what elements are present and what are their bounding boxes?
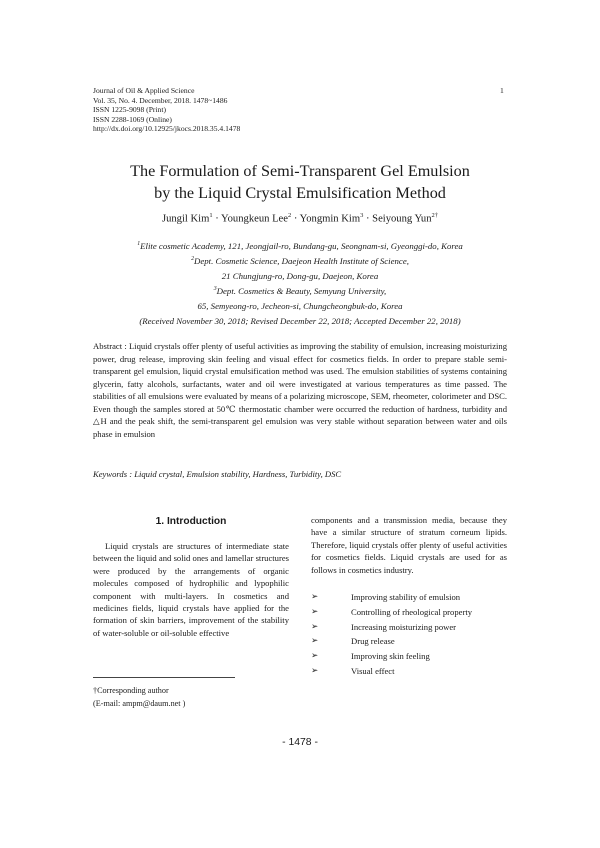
journal-name: Journal of Oil & Applied Science bbox=[93, 86, 195, 95]
footer-page-number: - 1478 - bbox=[282, 737, 318, 748]
author-separator: · bbox=[291, 213, 300, 225]
affiliation-text: 21 Chungjung-ro, Dong-gu, Daejeon, Korea bbox=[221, 270, 379, 281]
list-item bbox=[311, 664, 507, 679]
issn-print: ISSN 1225-9098 (Print) bbox=[93, 105, 166, 115]
abstract-label: Abstract bbox=[93, 341, 123, 351]
arrow-bullet-icon: ➢ bbox=[311, 606, 319, 617]
affiliation-text: Elite cosmetic Academy, 121, Jeongjail-ro, Bundang-gu, Seongnam-si, Gyeonggi-do, Korea bbox=[140, 240, 463, 251]
affiliation-mark: 1 bbox=[137, 241, 141, 247]
author-name: Seiyoung Yun bbox=[372, 213, 432, 225]
affiliation-mark: 3 bbox=[213, 285, 217, 292]
issn-online: ISSN 2288-1069 (Online) bbox=[93, 114, 172, 124]
received-dates bbox=[60, 313, 540, 328]
list-item bbox=[311, 634, 507, 649]
author-name: Jungil Kim bbox=[161, 213, 210, 225]
abstract-text: Liquid crystals offer plenty of useful activities as improving the stability of emulsion, increasing moisturizing power, drug release, improving skin feeling and visual effect for cosmetics fields. In order to prepare stable semi-transparent gel emulsion, liquid crystal emulsification method was used. The emulsion stabilities of systems containing glycerin, fatty alcohols, surfactants, water and oil were investigated at various temperatures as time passed. The stabilities of all emulsions were evaluated by means of a polarizing microscope, SEM, rheometer, colorimeter and DSC. Even though the samples stored at 50℃ thermostatic chamber were occurred the reduction of hardness, turbidity and △H and the peak shift, the semi-transparent gel emulsion was very stable without separation between water and oils phase in emulsion bbox=[93, 341, 507, 439]
author-separator: · bbox=[363, 213, 373, 225]
footnote bbox=[93, 684, 185, 711]
abstract-separator: : bbox=[122, 341, 129, 351]
arrow-bullet-icon: ➢ bbox=[311, 592, 319, 603]
affiliation-text: 65, Semyeong-ro, Jecheon-si, Chungcheongbuk-do, Korea bbox=[197, 300, 403, 311]
list-item-text: Improving stability of emulsion bbox=[351, 592, 461, 603]
affiliation-text: Dept. Cosmetic Science, Daejeon Health Institute of Science, bbox=[193, 255, 409, 266]
affiliation-mark: 2 bbox=[191, 255, 194, 262]
volume-line: Vol. 35, No. 4. December, 2018. 1478~1486 bbox=[93, 95, 228, 105]
list-item bbox=[311, 649, 507, 664]
section-heading-introduction: 1. Introduction bbox=[155, 516, 227, 527]
affiliation-line bbox=[60, 283, 540, 298]
affiliation-line bbox=[60, 238, 540, 253]
author-affiliation-mark: 2† bbox=[431, 212, 439, 219]
list-item-text: Improving skin feeling bbox=[351, 651, 430, 662]
arrow-bullet-icon: ➢ bbox=[311, 621, 319, 632]
arrow-bullet-icon: ➢ bbox=[311, 651, 319, 662]
footnote-divider bbox=[93, 677, 235, 678]
author-affiliation-mark: 1 bbox=[209, 212, 213, 219]
title-line-1: The Formulation of Semi-Transparent Gel Emulsion bbox=[130, 162, 470, 180]
intro-paragraph: Liquid crystals are structures of intermediate state between the liquid and solid ones and lamellar structures were produced by the arrangements of organic molecules composed of hydrophilic and lypophilic component with multi-layers. In cosmetics and medicines fields, liquid crystals have applied for the formation of skin barriers, improvement of the stability of water-soluble or oil-soluble effective bbox=[93, 541, 289, 638]
doi-link[interactable]: http://dx.doi.org/10.12925/jkocs.2018.35.4.1478 bbox=[93, 124, 241, 134]
corresponding-author: †Corresponding author bbox=[93, 686, 169, 695]
author-email: (E-mail: ampm@daum.net ) bbox=[93, 699, 186, 709]
author-affiliation-mark: 2 bbox=[287, 212, 292, 219]
affiliation-text: Dept. Cosmetics & Beauty, Semyung University, bbox=[216, 285, 387, 296]
list-item-text: Increasing moisturizing power bbox=[351, 621, 457, 632]
affiliation-line bbox=[60, 253, 540, 268]
paper-title bbox=[60, 160, 540, 204]
header-page-number: 1 bbox=[500, 86, 504, 95]
intro-continuation: components and a transmission media, because they have a similar structure of stratum corneum lipids. Therefore, liquid crystals offer plenty of useful activities for cosmetics fields. Liquid crystals are used for as follows in cosmetics industry. bbox=[311, 515, 507, 575]
list-item-text: Drug release bbox=[351, 636, 395, 647]
author-affiliation-mark: 3 bbox=[360, 212, 364, 219]
affiliations bbox=[60, 238, 540, 328]
list-item-text: Visual effect bbox=[351, 666, 395, 677]
list-item bbox=[311, 620, 507, 635]
author-name: Yongmin Kim bbox=[299, 213, 361, 225]
author-list bbox=[60, 212, 540, 225]
affiliation-line bbox=[60, 298, 540, 313]
list-item bbox=[311, 605, 507, 620]
uses-list bbox=[311, 590, 507, 679]
arrow-bullet-icon: ➢ bbox=[311, 666, 319, 677]
arrow-bullet-icon: ➢ bbox=[311, 636, 319, 647]
left-column bbox=[93, 512, 289, 639]
abstract bbox=[93, 340, 507, 440]
author-name: Youngkeun Lee bbox=[221, 213, 288, 225]
title-line-2: by the Liquid Crystal Emulsification Method bbox=[154, 184, 446, 202]
right-column bbox=[311, 514, 507, 679]
list-item bbox=[311, 590, 507, 605]
list-item-text: Controlling of rheological property bbox=[351, 606, 473, 617]
author-separator: · bbox=[212, 213, 222, 225]
keywords: Keywords : Liquid crystal, Emulsion stability, Hardness, Turbidity, DSC bbox=[93, 469, 342, 479]
affiliation-line bbox=[60, 268, 540, 283]
affiliation-text: (Received November 30, 2018; Revised December 22, 2018; Accepted December 22, 2018) bbox=[139, 315, 461, 326]
journal-info bbox=[93, 86, 240, 134]
